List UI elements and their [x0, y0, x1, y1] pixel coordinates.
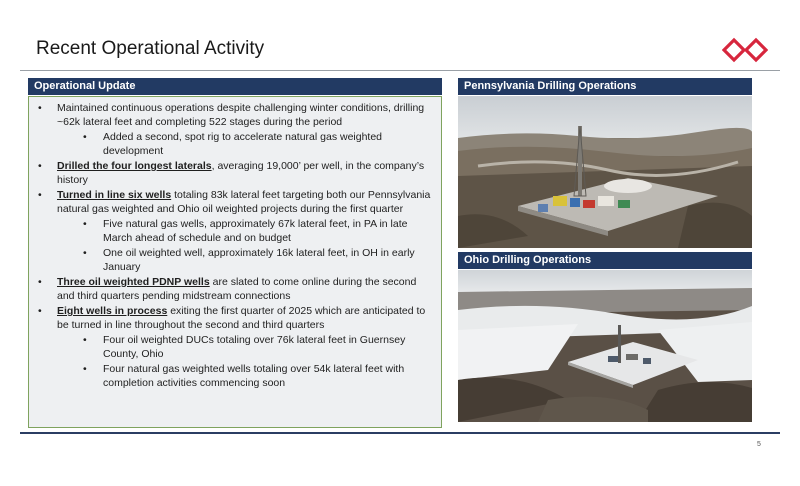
list-item: [35, 189, 431, 274]
list-item: [35, 102, 431, 158]
operational-update-panel: [28, 96, 442, 428]
bullet-text: , averaging 19,000’ per well, in the company’s history: [57, 160, 425, 186]
sub-list-item: • Added a second, spot rig to accelerate natural gas weighted development: [57, 131, 431, 158]
title-divider: [20, 70, 780, 71]
bullet-text: Maintained continuous operations despite challenging winter conditions, drilling ~62k lateral feet and completing 522 stages during the period: [57, 102, 425, 128]
operational-update-header: Operational Update: [28, 78, 442, 95]
sub-list-item: • Four oil weighted DUCs totaling over 76k lateral feet in Guernsey County, Ohio: [57, 334, 431, 361]
list-item: [35, 305, 431, 390]
interlocking-diamonds-logo: [722, 37, 768, 63]
ohio-header: Ohio Drilling Operations: [458, 252, 752, 269]
bullet-highlight: Three oil weighted PDNP wells: [57, 276, 210, 288]
list-item: [35, 276, 431, 303]
bullet-highlight: Turned in line six wells: [57, 189, 172, 201]
page-number: 5: [757, 441, 761, 448]
page-title: Recent Operational Activity: [36, 38, 265, 59]
pennsylvania-drilling-photo: [458, 96, 752, 248]
bullet-text: totaling 83k lateral feet targeting both our Pennsylvania natural gas weighted and Ohio oil weighted projects during the first quarter: [57, 189, 431, 215]
ohio-drilling-photo: [458, 270, 752, 422]
footer-divider: [20, 432, 780, 434]
pennsylvania-header: Pennsylvania Drilling Operations: [458, 78, 752, 95]
bullet-text: are slated to come online during the second and third quarters pending midstream connections: [57, 276, 417, 302]
sub-list-item: • One oil weighted well, approximately 16k lateral feet, in OH in early January: [57, 247, 431, 274]
bullet-text: exiting the first quarter of 2025 which are anticipated to be turned in line throughout the second and third quarters: [57, 305, 426, 331]
bullet-highlight: Drilled the four longest laterals: [57, 160, 212, 172]
sub-list-item: • Four natural gas weighted wells totaling over 54k lateral feet with completion activities commencing soon: [57, 363, 431, 390]
bullet-highlight: Eight wells in process: [57, 305, 168, 317]
list-item: [35, 160, 431, 187]
sub-list-item: • Five natural gas wells, approximately 67k lateral feet, in PA in late March ahead of schedule and on budget: [57, 218, 431, 245]
